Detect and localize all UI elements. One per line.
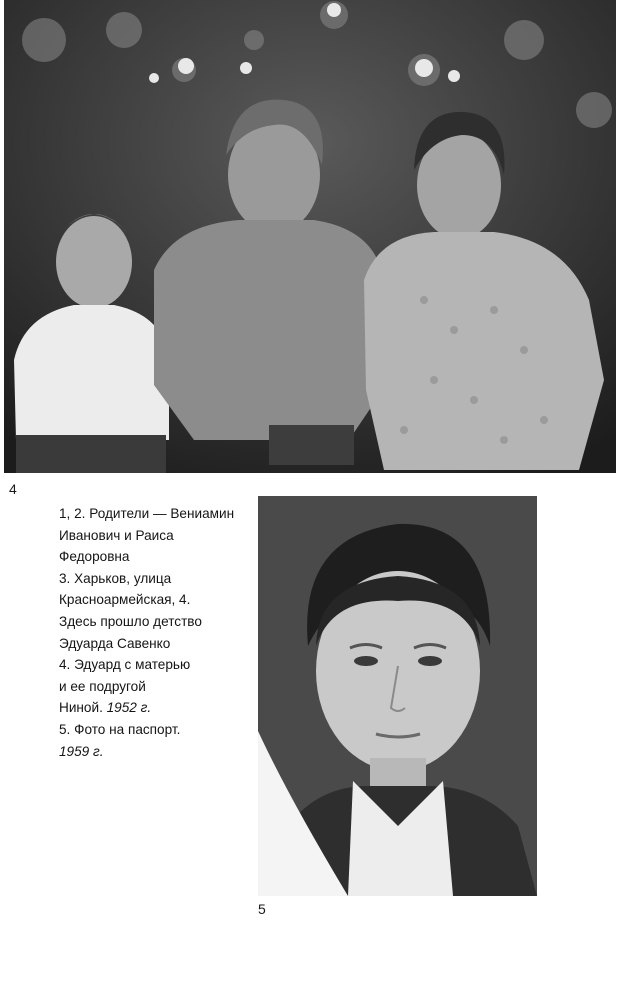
- caption-line: 1, 2. Родители — Вениамин: [59, 506, 235, 521]
- figure-number-5: 5: [258, 901, 266, 917]
- photo-group-portrait: [4, 0, 616, 473]
- caption-line: и ее подругой: [59, 678, 146, 694]
- caption-year: 1959 г.: [59, 743, 104, 759]
- caption-text: Ниной.: [59, 700, 107, 716]
- caption-line: Федоровна: [59, 549, 130, 565]
- figure-number-4: 4: [9, 481, 17, 497]
- caption-line: Красноармейская, 4.: [59, 592, 191, 608]
- caption-year: 1952 г.: [106, 700, 152, 716]
- caption-line: [59, 741, 255, 763]
- photo-passport-portrait: [258, 496, 537, 896]
- caption-line: Здесь прошло детство: [59, 613, 202, 629]
- caption-line: Эдуарда Савенко: [59, 635, 171, 651]
- group-portrait-image: [4, 0, 616, 473]
- passport-portrait-image: [258, 496, 537, 896]
- caption-line: 3. Харьков, улица: [59, 570, 172, 586]
- photo-caption: [59, 503, 255, 762]
- caption-line: 4. Эдуард с матерью: [59, 657, 191, 673]
- caption-line: Иванович и Раиса: [59, 527, 174, 543]
- caption-line: 5. Фото на паспорт.: [59, 721, 181, 737]
- caption-line: [59, 697, 255, 719]
